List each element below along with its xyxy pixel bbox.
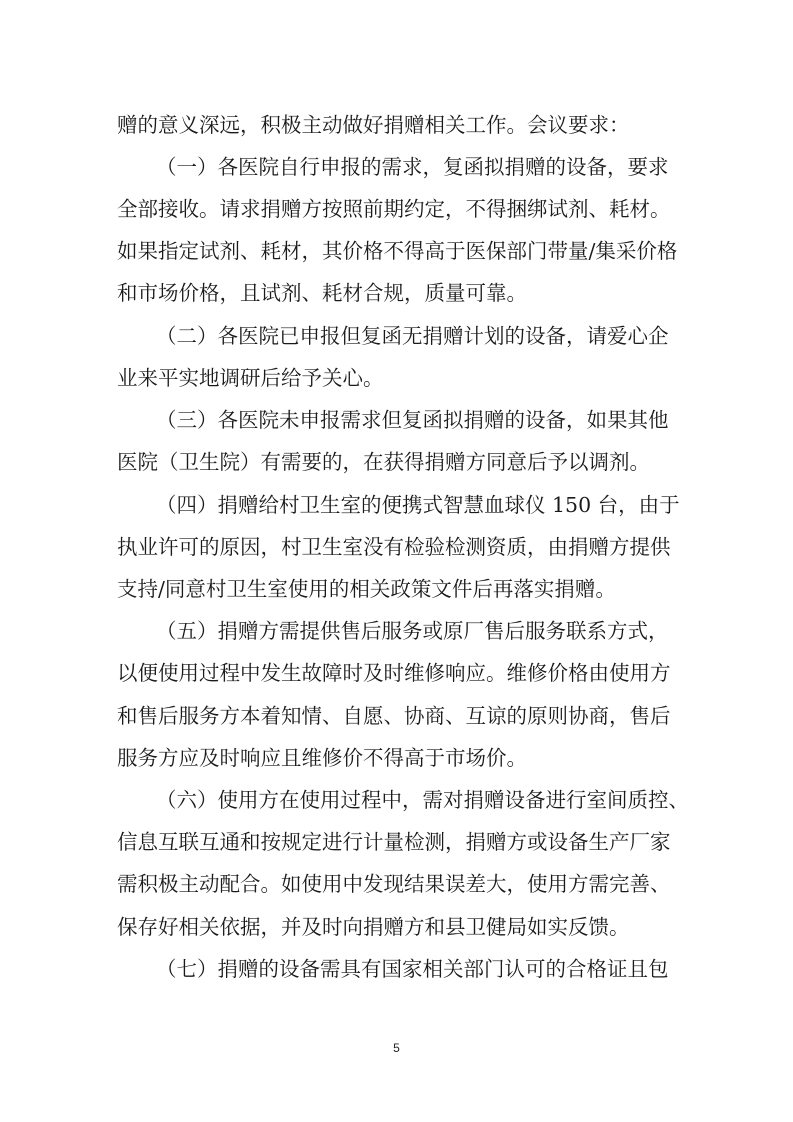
text-line: （四）捐赠给村卫生室的便携式智慧血球仪 150 台，由于 bbox=[156, 493, 680, 517]
text-line: 医院（卫生院）有需要的，在获得捐赠方同意后予以调剂。 bbox=[117, 450, 650, 474]
page-number: 5 bbox=[393, 1041, 400, 1055]
text-line: 全部接收。请求捐赠方按照前期约定，不得捆绑试剂、耗材。 bbox=[117, 197, 671, 221]
text-line: 执业许可的原因，村卫生室没有检验检测资质，由捐赠方提供 bbox=[117, 535, 671, 559]
text-line: 支持/同意村卫生室使用的相关政策文件后再落实捐赠。 bbox=[117, 577, 616, 601]
text-line: （一）各医院自行申报的需求，复函拟捐赠的设备，要求 bbox=[156, 155, 669, 179]
text-line: 信息互联互通和按规定进行计量检测，捐赠方或设备生产厂家 bbox=[117, 830, 671, 854]
text-line: （七）捐赠的设备需具有国家相关部门认可的合格证且包 bbox=[156, 957, 669, 981]
text-line: 业来平实地调研后给予关心。 bbox=[117, 366, 384, 390]
text-line: （五）捐赠方需提供售后服务或原厂售后服务联系方式， bbox=[156, 619, 669, 643]
text-line: 需积极主动配合。如使用中发现结果误差大，使用方需完善、 bbox=[117, 872, 671, 896]
text-line: 以便使用过程中发生故障时及时维修响应。维修价格由使用方 bbox=[117, 661, 671, 685]
text-line: 服务方应及时响应且维修价不得高于市场价。 bbox=[117, 746, 527, 770]
text-line: 和售后服务方本着知情、自愿、协商、互谅的原则协商，售后 bbox=[117, 704, 671, 728]
text-line: （六）使用方在使用过程中，需对捐赠设备进行室间质控、 bbox=[156, 788, 689, 812]
text-line: 和市场价格，且试剂、耗材合规，质量可靠。 bbox=[117, 281, 527, 305]
text-line: 如果指定试剂、耗材，其价格不得高于医保部门带量/集采价格 bbox=[117, 239, 678, 263]
text-line: （二）各医院已申报但复函无捐赠计划的设备，请爱心企 bbox=[156, 324, 669, 348]
text-line: （三）各医院未申报需求但复函拟捐赠的设备，如果其他 bbox=[156, 408, 669, 432]
text-line: 保存好相关依据，并及时向捐赠方和县卫健局如实反馈。 bbox=[117, 915, 630, 939]
text-line: 赠的意义深远，积极主动做好捐赠相关工作。会议要求： bbox=[117, 113, 630, 137]
